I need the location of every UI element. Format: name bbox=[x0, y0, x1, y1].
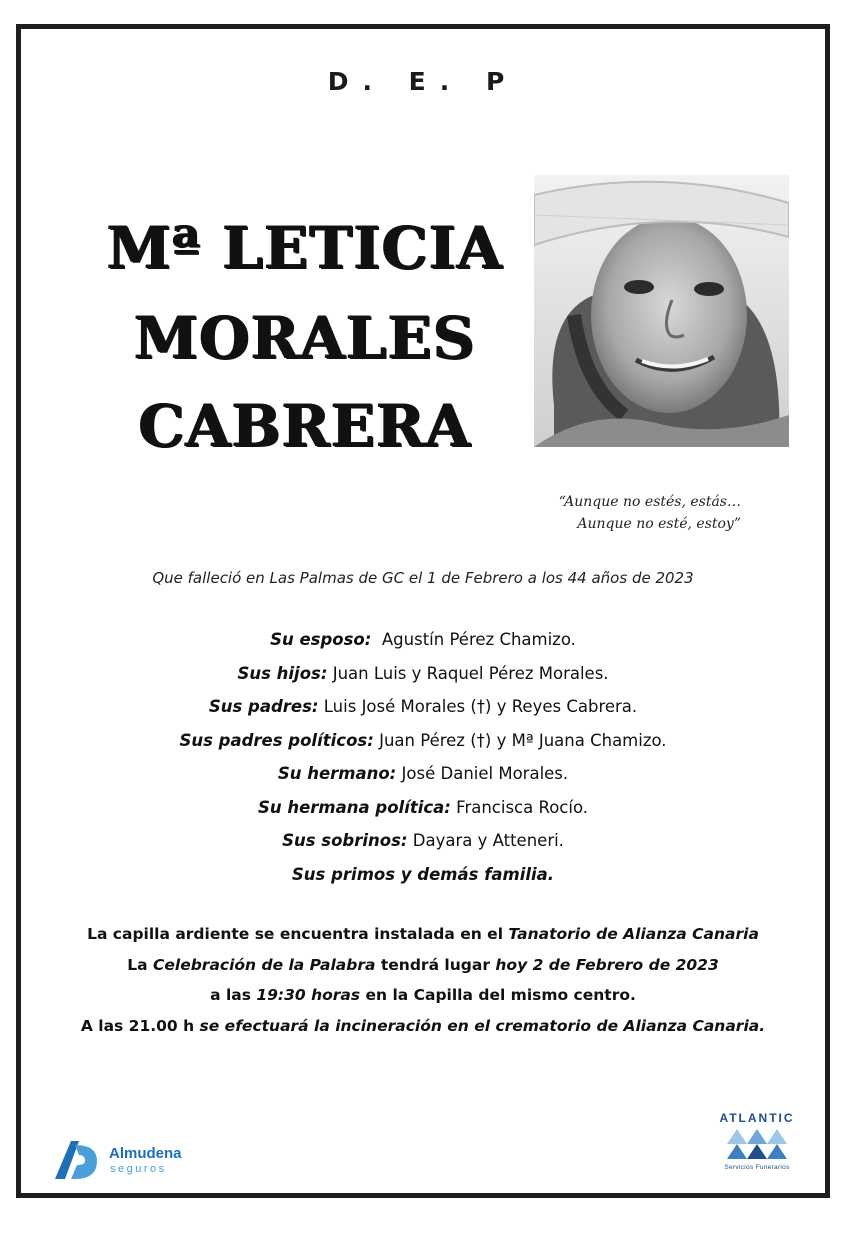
family-row: Sus hijos: Juan Luis y Raquel Pérez Morales. bbox=[237, 663, 609, 683]
family-row: Sus sobrinos: Dayara y Atteneri. bbox=[282, 831, 564, 850]
family-row: Su hermano: José Daniel Morales. bbox=[277, 764, 569, 783]
almudena-logo bbox=[53, 1139, 213, 1181]
ceremony-line3: a las 19:30 horas en la Capilla del mismo centro. bbox=[210, 986, 636, 1004]
family-closing: Sus primos y demás familia. bbox=[291, 864, 555, 884]
dep-heading: D. E. P bbox=[327, 67, 519, 96]
ceremony-line2: La Celebración de la Palabra tendrá lugar hoy 2 de Febrero de 2023 bbox=[127, 955, 719, 974]
atlantic-brand-name: ATLANTIC bbox=[719, 1111, 795, 1125]
deceased-name-line2: MORALES bbox=[134, 304, 476, 372]
deceased-name-line3: CABRERA bbox=[138, 392, 472, 460]
passing-notice: Que falleció en Las Palmas de GC el 1 de Febrero a los 44 años de 2023 bbox=[152, 569, 694, 587]
family-row: Su hermana política: Francisca Rocío. bbox=[257, 797, 589, 817]
atlantic-logo bbox=[709, 1111, 805, 1177]
almudena-brand-sub: seguros bbox=[110, 1163, 167, 1175]
ceremony-details bbox=[21, 919, 825, 1041]
almudena-brand-name: Almudena bbox=[109, 1145, 182, 1162]
atlantic-triangles-icon bbox=[725, 1127, 789, 1161]
deceased-name-line1: Mª LETICIA bbox=[106, 214, 504, 282]
family-row: Su esposo: Agustín Pérez Chamizo. bbox=[270, 630, 576, 649]
ceremony-line1: La capilla ardiente se encuentra instalada en el Tanatorio de Alianza Canaria bbox=[87, 925, 759, 943]
ceremony-line4: A las 21.00 h se efectuará la incineración en el crematorio de Alianza Canaria. bbox=[80, 1016, 766, 1035]
almudena-mark-icon bbox=[53, 1139, 99, 1181]
family-row: Sus padres políticos: Juan Pérez (†) y Mª Juana Chamizo. bbox=[179, 730, 667, 750]
quote-line2: Aunque no esté, estoy” bbox=[577, 516, 741, 532]
memorial-quote bbox=[559, 491, 741, 535]
deceased-photo bbox=[534, 175, 789, 447]
family-list bbox=[21, 623, 825, 891]
atlantic-brand-sub: Servicios Funerarios bbox=[724, 1164, 790, 1171]
family-row: Sus padres: Luis José Morales (†) y Reyes Cabrera. bbox=[208, 697, 638, 716]
quote-line1: “Aunque no estés, estás… bbox=[558, 494, 741, 510]
obituary-frame bbox=[16, 24, 830, 1198]
